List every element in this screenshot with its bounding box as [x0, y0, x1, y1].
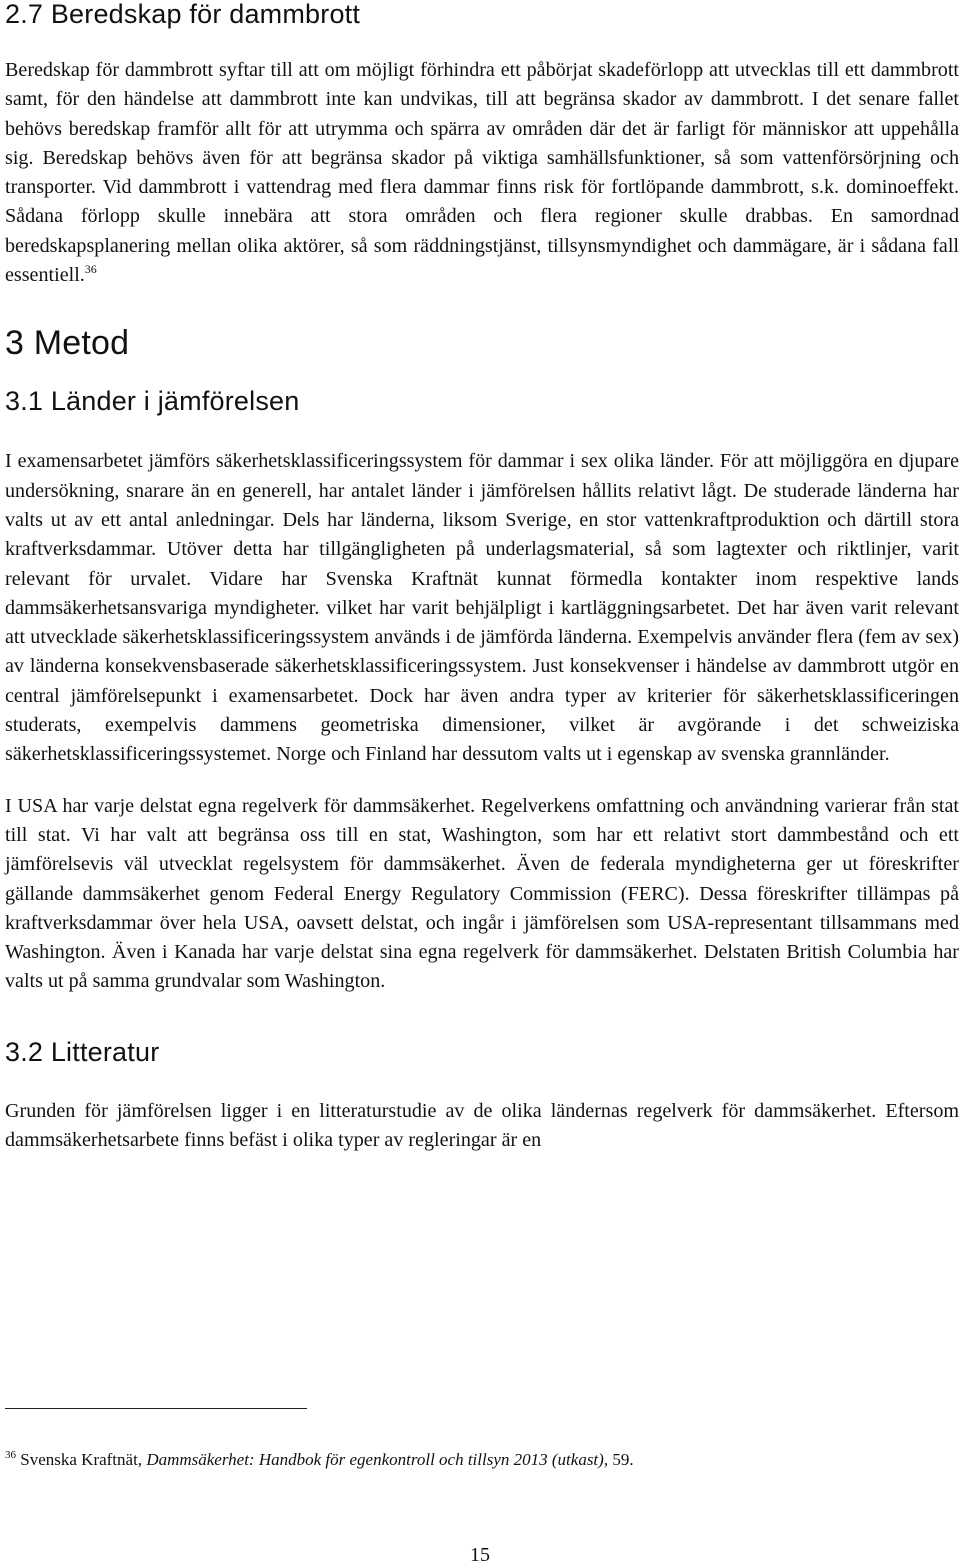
footnote-divider — [5, 1408, 307, 1409]
footnote-title: Dammsäkerhet: Handbok för egenkontroll och tillsyn 2013 (utkast) — [146, 1450, 604, 1469]
footnote-reference[interactable]: 36 — [84, 262, 97, 277]
section-heading-3-2: 3.2 Litteratur — [5, 1036, 160, 1067]
paragraph-beredskap — [5, 56, 959, 290]
paragraph-lander-1: I examensarbetet jämförs säkerhetsklassificeringssystem för dammar i sex olika länder. För att möjliggöra en djupare undersökning, snarare än en generell, har antalet länder i jämförelsen hållits relativt lågt. De studerade länderna har valts ut av ett antal anledningar. Dels har länderna, liksom Sverige, en stor vattenkraftproduktion och därtill stora kraftverksdammar. Utöver detta har tillgängligheten på underlagsmaterial, så som lagtexter och riktlinjer, varit relevant för urvalet. Vidare har Svenska Kraftnät kunnat förmedla kontakter inom respektive lands dammsäkerhetsansvariga myndigheter. vilket har varit behjälpligt i kartläggningsarbetet. Det har även varit relevant att utvecklade säkerhetsklassificeringssystem används i de jämförda länderna. Exempelvis använder flera (fem av sex) av länderna konsekvensbaserade säkerhetsklassificeringssystem. Just konsekvenser i händelse av dammbrott utgör en central jämförelsepunkt i examensarbetet. Dock har även andra typer av kriterier för säkerhetsklassificeringen studerats, exempelvis dammens geometriska dimensioner, vilket är avgörande i det schweiziska säkerhetsklassificeringssystemet. Norge och Finland har dessutom valts ut i egenskap av svenska grannländer. — [5, 450, 959, 766]
section-heading-3-1: 3.1 Länder i jämförelsen — [5, 386, 300, 417]
footnote-number: 36 — [5, 1449, 16, 1461]
paragraph-beredskap-text: Beredskap för dammbrott syftar till att om möjligt förhindra ett påbörjat skadeförlopp att utvecklas till ett dammbrott samt, för den händelse att dammbrott inte kan undvikas, till att begränsa skador av dammbrott. I det senare fallet behövs beredskap framför allt för att utrymma och spärra av områden där det är farligt för människor att uppehålla sig. Beredskap behövs även för att begränsa skador på viktiga samhällsfunktioner, så som vattenförsörjning och transporter. Vid dammbrott i vattendrag med flera dammar finns risk för fortlöpande dammbrott, s.k. dominoeffekt. Sådana förlopp skulle innebära att stora områden och flera regioner skulle drabbas. En samordnad beredskapsplanering mellan olika aktörer, så som räddningstjänst, tillsynsmyndighet och dammägare, är i sådana fall essentiell. — [5, 59, 959, 287]
paragraph-litteratur: Grunden för jämförelsen ligger i en litteraturstudie av de olika ländernas regelverk för dammsäkerhet. Eftersom dammsäkerhetsarbete finns befäst i olika typer av regleringar är en — [5, 1099, 959, 1152]
footnote-author: Svenska Kraftnät, — [20, 1450, 147, 1469]
section-heading-2-7: 2.7 Beredskap för dammbrott — [5, 0, 361, 29]
page-number: 15 — [470, 1544, 490, 1566]
document-page — [5, 0, 959, 1155]
footnote-pages: , 59. — [603, 1450, 634, 1469]
section-heading-3: 3 Metod — [5, 324, 130, 363]
paragraph-lander-2: I USA har varje delstat egna regelverk för dammsäkerhet. Regelverkens omfattning och användning varierar från stat till stat. Vi har valt att begränsa oss till en stat, Washington, som har ett relativt stort dammbestånd och ett jämförelsevis väl utvecklat regelsystem för dammsäkerhet. Även de federala myndigheterna ger ut föreskrifter gällande dammsäkerhet genom Federal Energy Regulatory Commission (FERC). Dessa föreskrifter tillämpas på kraftverksdammar över hela USA, oavsett delstat, och ingår i jämförelsen som USA-representant tillsammans med Washington. Även i Kanada har varje delstat sina egna regelverk för dammsäkerhet. Delstaten British Columbia har valts ut på samma grundvalar som Washington. — [5, 794, 959, 993]
footnote-36 — [5, 1448, 634, 1472]
